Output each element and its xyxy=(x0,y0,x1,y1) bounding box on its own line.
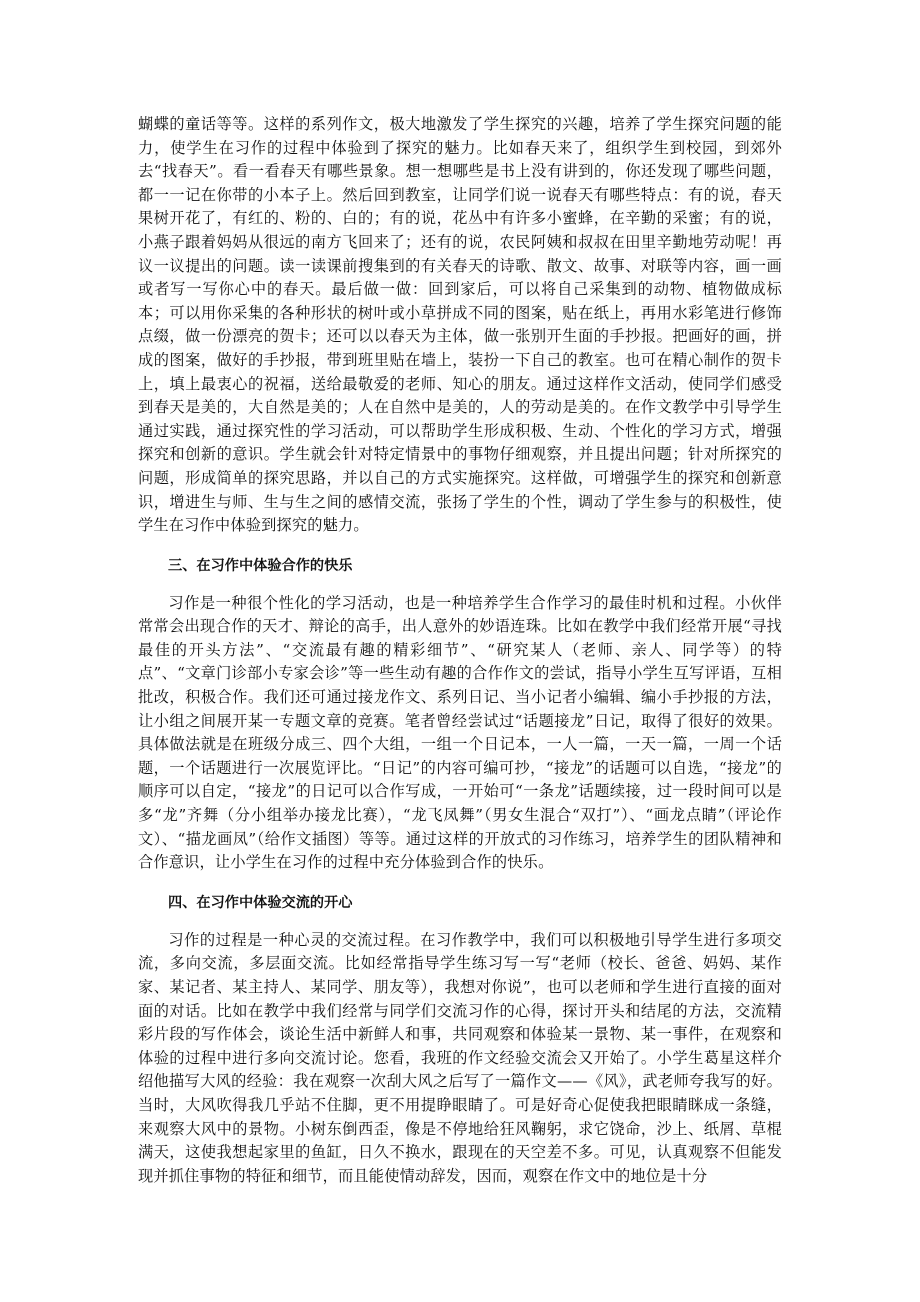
body-paragraph-3: 习作的过程是一种心灵的交流过程。在习作教学中，我们可以积极地引导学生进行多项交流，多向交流，多层面交流。比如经常指导学生练习写一写“老师（校长、爸爸、妈妈、某作家、某记者、某主持人、某同学、朋友等），我想对你说”，也可以老师和学生进行直接的面对面的对话。比如在教学中我们经常与同学们交流习作的心得，探讨开头和结尾的方法，交流精彩片段的写作体会，谈论生活中新鲜人和事，共同观察和体验某一景物、某一事件，在观察和体验的过程中进行多向交流讨论。您看，我班的作文经验交流会又开始了。小学生葛星这样介绍他描写大风的经验：我在观察一次刮大风之后写了一篇作文——《风》，武老师夸我写的好。当时，大风吹得我几乎站不住脚，更不用提睁眼睛了。可是好奇心促使我把眼睛眯成一条缝，来观察大风中的景物。小树东倒西歪，像是不停地给狂风鞠躬，求它饶命，沙上、纸屑、草棍满天，这使我想起家里的鱼缸，日久不换水，跟现在的天空差不多。可见，认真观察不但能发现并抓住事物的特征和细节，而且能使情动辞发，因而，观察在作文中的地位是十分 xyxy=(138,930,782,1185)
section-heading-4: 四、在习作中体验交流的开心 xyxy=(168,894,353,911)
body-paragraph-1: 蝴蝶的童话等等。这样的系列作文，极大地激发了学生探究的兴趣，培养了学生探究问题的能力，使学生在习作的过程中体验到了探究的魅力。比如春天来了，组织学生到校园，到郊外去“找春天”。看一看春天有哪些景象。想一想哪些是书上没有讲到的，你还发现了哪些问题，都一一记在你带的小本子上。然后回到教室，让同学们说一说春天有哪些特点：有的说，春天果树开花了，有红的、粉的、白的；有的说，花丛中有许多小蜜蜂，在辛勤的采蜜；有的说，小燕子跟着妈妈从很远的南方飞回来了；还有的说，农民阿姨和叔叔在田里辛勤地劳动呢！再议一议提出的问题。读一读课前搜集到的有关春天的诗歌、散文、故事、对联等内容，画一画或者写一写你心中的春天。最后做一做：回到家后，可以将自己采集到的动物、植物做成标本；可以用你采集的各种形状的树叶或小草拼成不同的图案，贴在纸上，再用水彩笔进行修饰点缀，做一份漂亮的贺卡；还可以以春天为主体，做一张别开生面的手抄报。把画好的画，拼成的图案，做好的手抄报，带到班里贴在墙上，装扮一下自己的教室。也可在精心制作的贺卡上，填上最衷心的祝福，送给最敬爱的老师、知心的朋友。通过这样作文活动，使同学们感受到春天是美的，大自然是美的；人在自然中是美的，人的劳动是美的。在作文教学中引导学生通过实践，通过探究性的学习活动，可以帮助学生形成积极、生动、个性化的学习方式，增强探究和创新的意识。学生就会针对特定情景中的事物仔细观察，并且提出问题；针对所探究的问题，形成简单的探究思路，并以自己的方式实施探究。这样做，可增强学生的探究和创新意识，增进生与师、生与生之间的感情交流，张扬了学生的个性，调动了学生参与的积极性，使学生在习作中体验到探究的魅力。 xyxy=(138,115,782,535)
body-paragraph-2: 习作是一种很个性化的学习活动，也是一种培养学生合作学习的最佳时机和过程。小伙伴常常会出现合作的天才、辩论的高手，出人意外的妙语连珠。比如在教学中我们经常开展“寻找最佳的开头方法”、“交流最有趣的精彩细节”、“研究某人（老师、亲人、同学等）的特点”、“文章门诊部小专家会诊”等一些生动有趣的合作作文的尝试，指导小学生互写评语，互相批改，积极合作。我们还可通过接龙作文、系列日记、当小记者小编辑、编小手抄报的方法，让小组之间展开某一专题文章的竞赛。笔者曾经尝试过“话题接龙”日记，取得了很好的效果。具体做法就是在班级分成三、四个大组，一组一个日记本，一人一篇，一天一篇，一周一个话题，一个话题进行一次展览评比。“日记”的内容可编可抄，“接龙”的话题可以自选，“接龙”的顺序可以自定，“接龙”的日记可以合作写成，一开始可“一条龙”话题续接，过一段时间可以是多“龙”齐舞（分小组举办接龙比赛），“龙飞凤舞”（男女生混合“双打”）、“画龙点睛”（评论作文）、“描龙画凤”（给作文插图）等等。通过这样的开放式的习作练习，培养学生的团队精神和合作意识，让小学生在习作的过程中充分体验到合作的快乐。 xyxy=(138,593,782,872)
section-heading-3: 三、在习作中体验合作的快乐 xyxy=(168,557,353,574)
document-page xyxy=(138,113,782,1188)
